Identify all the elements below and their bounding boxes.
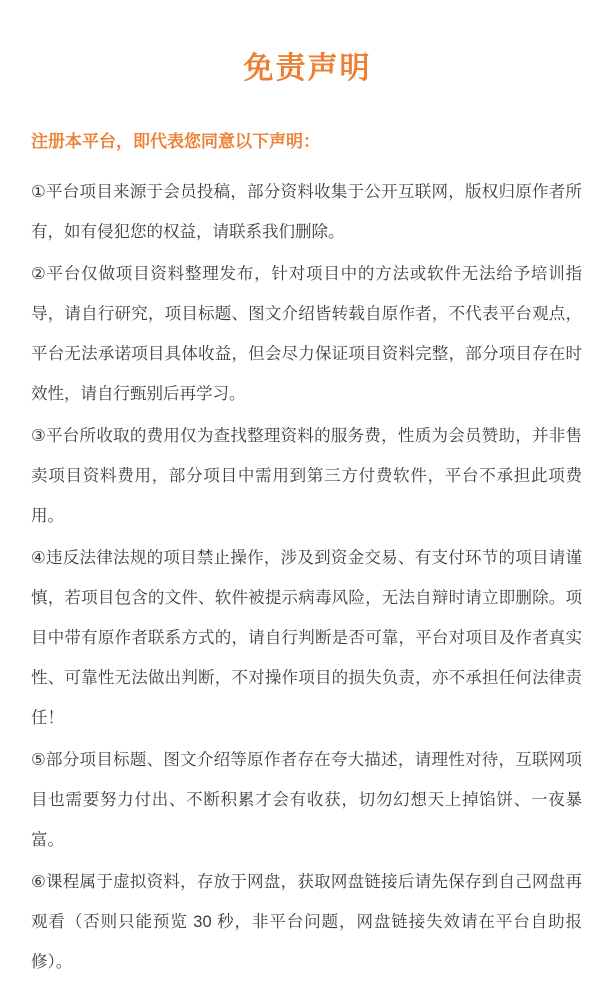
page-title: 免责声明 (243, 52, 372, 85)
disclaimer-paragraph-3: ③平台所收取的费用仅为查找整理资料的服务费，性质为会员赞助，并非售卖项目资料费用，部分项目中需用到第三方付费软件，平台不承担此项费用。 (31, 427, 582, 525)
disclaimer-paragraph-1: ①平台项目来源于会员投稿，部分资料收集于公开互联网，版权归原作者所有，如有侵犯您的权益，请联系我们删除。 (31, 183, 582, 241)
disclaimer-paragraph-6: ⑥课程属于虚拟资料，存放于网盘，获取网盘链接后请先保存到自己网盘再观看（否则只能预览 30 秒，非平台问题，网盘链接失效请在平台自助报修）。 (31, 873, 582, 971)
disclaimer-paragraph-4: ④违反法律法规的项目禁止操作，涉及到资金交易、有支付环节的项目请谨慎，若项目包含的文件、软件被提示病毒风险，无法自辩时请立即删除。项目中带有原作者联系方式的，请自行判断是否可靠，平台对项目及作者真实性、可靠性无法做出判断，不对操作项目的损失负责，亦不承担任何法律责任！ (31, 549, 582, 727)
intro-statement: 注册本平台，即代表您同意以下声明： (31, 132, 320, 151)
disclaimer-paragraph-5: ⑤部分项目标题、图文介绍等原作者存在夸大描述，请理性对待，互联网项目也需要努力付出、不断积累才会有收获，切勿幻想天上掉馅饼、一夜暴富。 (31, 751, 582, 849)
disclaimer-body (0, 172, 615, 982)
disclaimer-paragraph-2: ②平台仅做项目资料整理发布，针对项目中的方法或软件无法给予培训指导，请自行研究，项目标题、图文介绍皆转载自原作者，不代表平台观点，平台无法承诺项目具体收益，但会尽力保证项目资料完整，部分项目存在时效性，请自行甄别后再学习。 (31, 265, 582, 403)
disclaimer-page (0, 50, 615, 971)
